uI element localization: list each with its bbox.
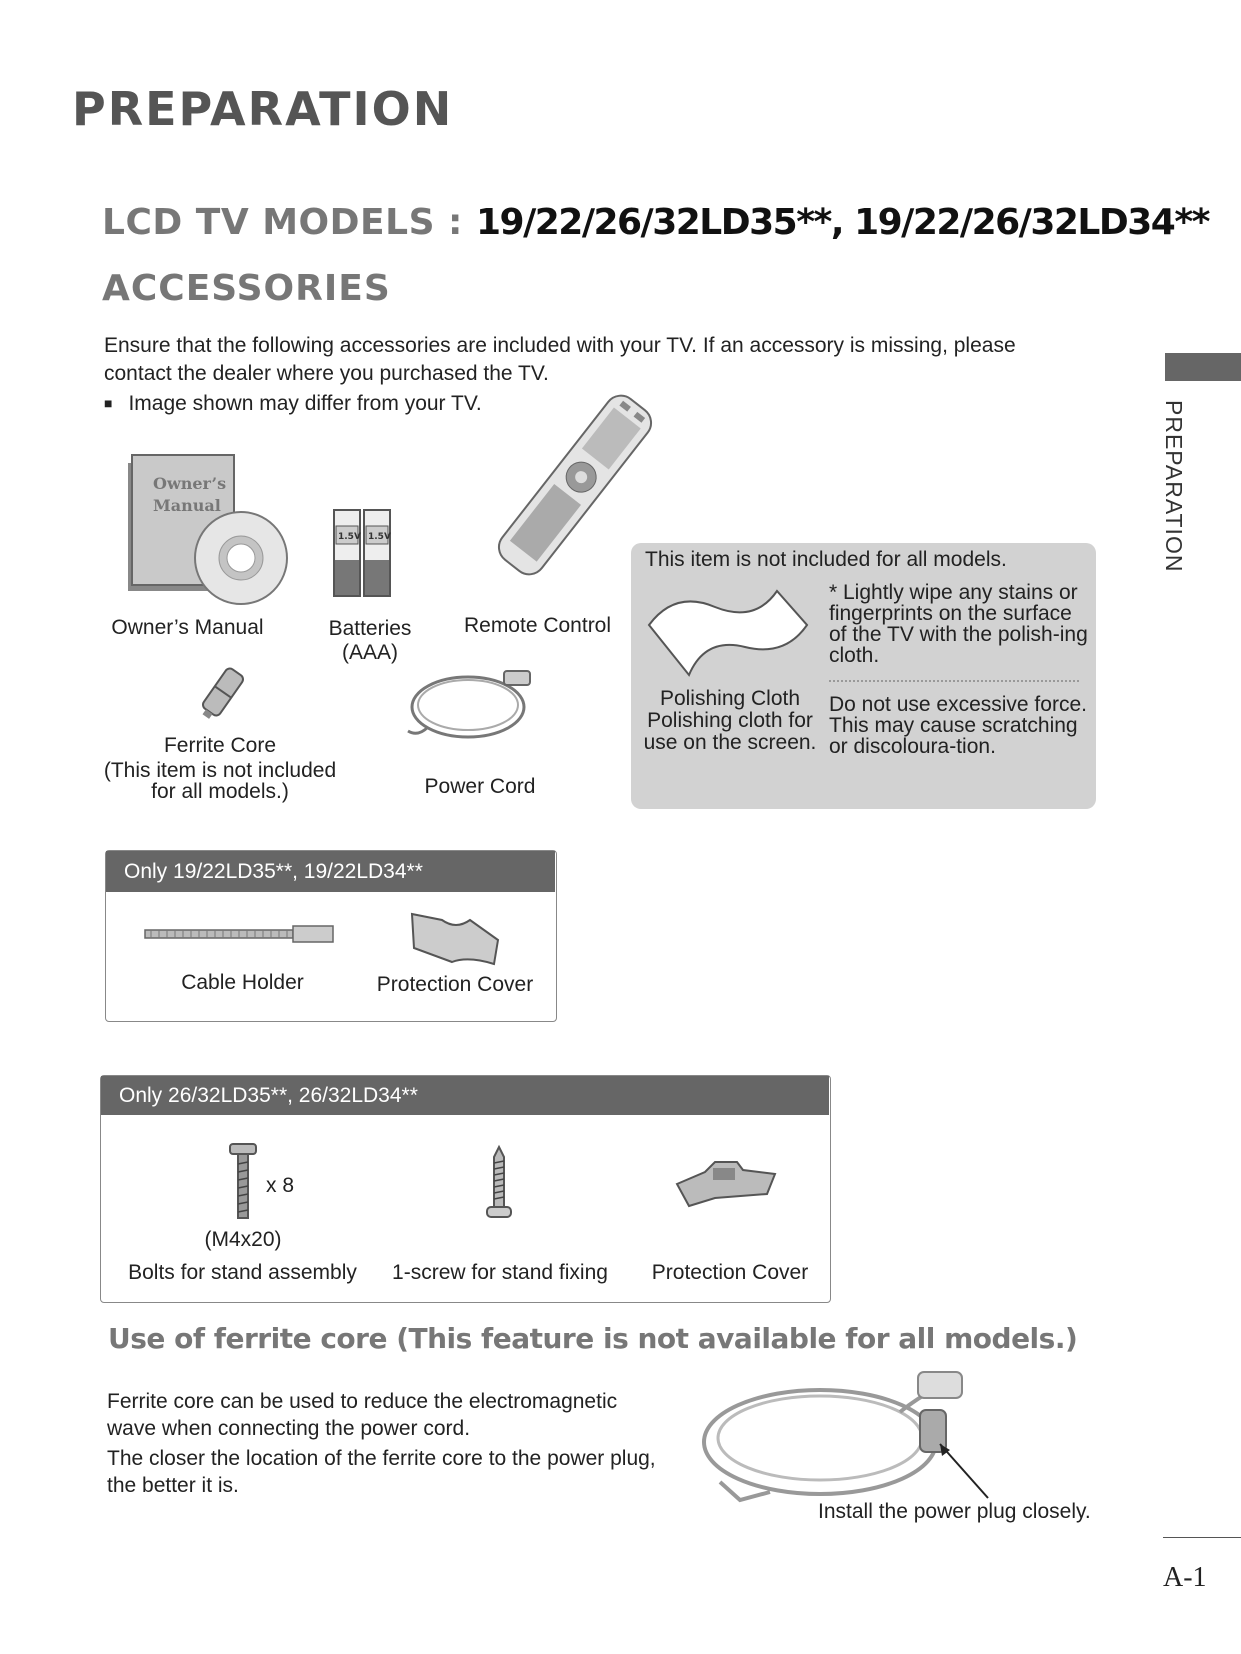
ferrite-power-cord-icon bbox=[700, 1372, 990, 1502]
models-heading bbox=[102, 202, 1209, 243]
remote-control-label: Remote Control bbox=[463, 614, 612, 637]
polishing-cloth-caption bbox=[635, 688, 825, 754]
cable-holder-icon bbox=[143, 922, 338, 946]
batteries-label-line2: (AAA) bbox=[341, 641, 398, 664]
image-note-text: Image shown may differ from your TV. bbox=[128, 392, 482, 415]
polishing-box-header: This item is not included for all models. bbox=[645, 548, 1007, 571]
ferrite-note-line1: (This item is not included bbox=[103, 759, 337, 782]
ferrite-note-line2: for all models.) bbox=[151, 780, 289, 803]
ferrite-core-label: Ferrite Core bbox=[163, 734, 277, 757]
screw-icon bbox=[484, 1145, 514, 1221]
footer-divider bbox=[1163, 1537, 1241, 1538]
polishing-tip-force: Do not use excessive force. This may cause scratching or discoloura-tion. bbox=[829, 693, 1087, 758]
batteries-label bbox=[310, 617, 430, 665]
models-values: 19/22/26/32LD35**, 19/22/26/32LD34** bbox=[475, 202, 1209, 243]
manual-cover-line2: Manual bbox=[153, 496, 221, 515]
bolts-label: Bolts for stand assembly bbox=[128, 1261, 357, 1284]
bolt-icon bbox=[228, 1140, 258, 1222]
accessories-title: ACCESSORIES bbox=[102, 268, 391, 309]
polishing-tip-wipe: * Lightly wipe any stains or fingerprints on the surface of the TV with the polish-ing cloth. bbox=[829, 581, 1088, 667]
protection-cover-small-icon bbox=[408, 910, 503, 968]
power-cord-icon bbox=[408, 665, 546, 743]
batteries-label-line1: Batteries bbox=[328, 617, 412, 640]
protection-cover-small-label: Protection Cover bbox=[376, 973, 534, 996]
owners-manual-icon bbox=[128, 455, 293, 595]
power-cord-label: Power Cord bbox=[424, 775, 536, 798]
owners-manual-label: Owner’s Manual bbox=[111, 616, 264, 639]
bolt-quantity: x 8 bbox=[266, 1174, 295, 1197]
ferrite-install-caption: Install the power plug closely. bbox=[818, 1500, 1091, 1523]
polishing-cloth-icon bbox=[645, 585, 810, 677]
manual-cover-line1: Owner’s bbox=[153, 474, 227, 493]
page-number: A-1 bbox=[1163, 1562, 1207, 1593]
ferrite-para-2: The closer the location of the ferrite core to the power plug, the better it is. bbox=[107, 1447, 656, 1497]
protection-cover-large-label: Protection Cover bbox=[651, 1261, 809, 1284]
side-tab-label: PREPARATION bbox=[1161, 400, 1187, 573]
batteries-icon bbox=[332, 508, 394, 600]
small-models-header: Only 19/22LD35**, 19/22LD34** bbox=[106, 851, 555, 892]
page-title: PREPARATION bbox=[72, 82, 454, 136]
ferrite-core-icon bbox=[192, 662, 254, 722]
large-models-header: Only 26/32LD35**, 26/32LD34** bbox=[101, 1076, 829, 1115]
polishing-cloth-desc: Polishing cloth for use on the screen. bbox=[643, 709, 817, 754]
models-label: LCD TV MODELS : bbox=[102, 202, 476, 243]
ferrite-para-1: Ferrite core can be used to reduce the electromagnetic wave when connecting the power cord. bbox=[107, 1390, 618, 1440]
battery-voltage-2: 1.5V bbox=[368, 532, 391, 542]
image-note bbox=[104, 392, 482, 416]
accessories-intro: Ensure that the following accessories are included with your TV. If an accessory is missing, please contact the dealer where you purchased the TV. bbox=[104, 334, 1016, 385]
cable-holder-label: Cable Holder bbox=[181, 971, 304, 994]
protection-cover-large-icon bbox=[675, 1158, 780, 1208]
bolt-size: (M4x20) bbox=[204, 1228, 282, 1251]
ferrite-core-note bbox=[100, 760, 340, 802]
screw-label: 1-screw for stand fixing bbox=[392, 1261, 608, 1284]
ferrite-section-title: Use of ferrite core (This feature is not available for all models.) bbox=[108, 1322, 1078, 1355]
polishing-cloth-title: Polishing Cloth bbox=[659, 687, 801, 710]
side-tab-bar bbox=[1165, 353, 1241, 381]
dotted-divider bbox=[829, 680, 1079, 682]
bullet-square-icon: ■ bbox=[104, 395, 113, 411]
battery-voltage-1: 1.5V bbox=[338, 532, 361, 542]
